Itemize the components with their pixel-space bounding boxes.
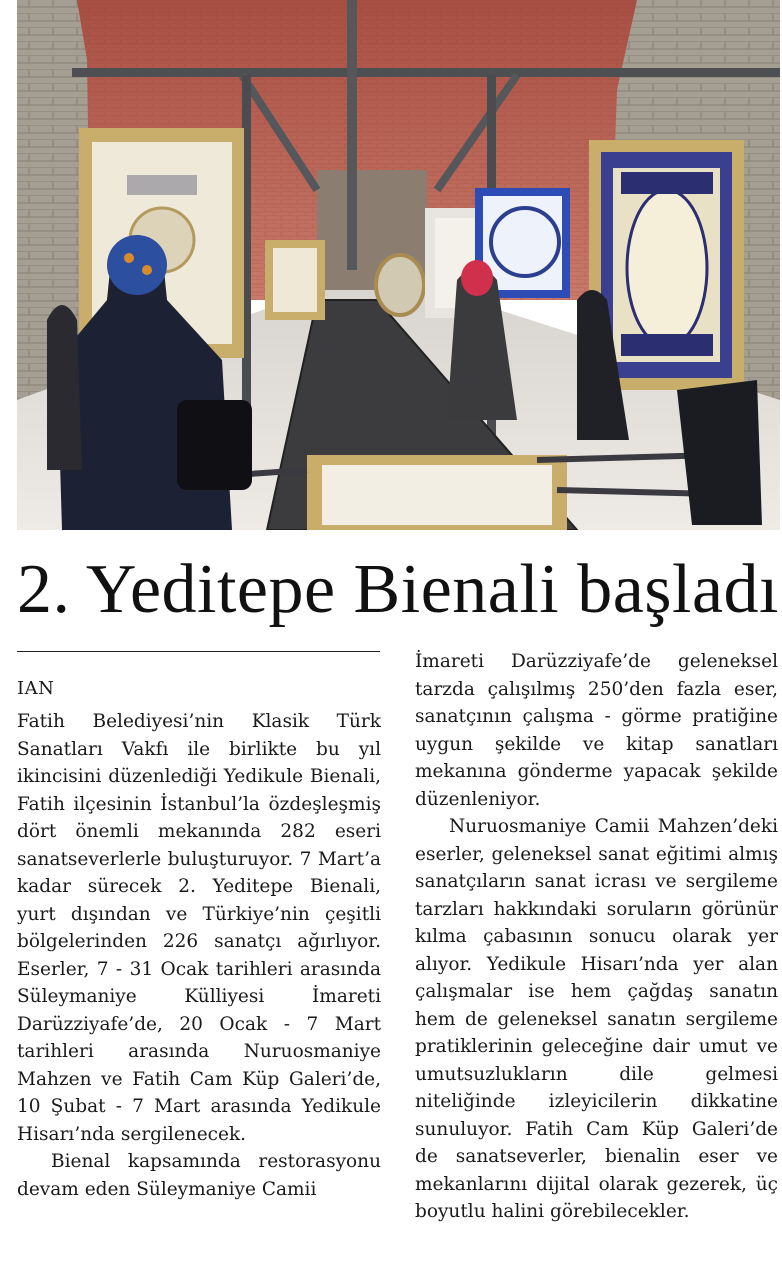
byline: IAN <box>17 678 55 699</box>
article-column-1 <box>17 708 381 1203</box>
paragraph: Nuruosmaniye Camii Mahzen’deki eserler, geleneksel sanat eğitimi almış sanatçıların sanat icrası ve sergileme tarzları hakkındaki soruların görünür kılma çabasının sonucu olarak yer alıyor. Yedikule Hisarı’nda yer alan çalışmalar ise hem çağdaş sanatın hem de geleneksel sanatın sergileme pratiklerinin geleceğine dair umut ve umutsuzlukların dile gelmesi niteliğinde izleyicilerin dikkatine sunuluyor. Fatih Cam Küp Galeri’de de sanatseverler, bienalin eser ve mekanlarını dijital olarak gezerek, üç boyutlu halini görebilecekler. <box>415 816 778 1222</box>
paragraph: Fatih Belediyesi’nin Klasik Türk Sanatları Vakfı ile birlikte bu yıl ikincisini düzenlediği Yedikule Bienali, Fatih ilçesinin İstanbul’la özdeşleşmiş dört önemli mekanında 282 eseri sanatseverlerle buluşturuyor. 7 Mart’a kadar sürecek 2. Yeditepe Bienali, yurt dışından ve Türkiye’nin çeşitli bölgelerinden 226 sanatçı ağırlıyor. Eserler, 7 - 31 Ocak tarihleri arasında Süleymaniye Külliyesi İmareti Darüzziyafe’de, 20 Ocak - 7 Mart tarihleri arasında Nuruosmaniye Mahzen ve Fatih Cam Küp Galeri’de, 10 Şubat - 7 Mart arasında Yedikule Hisarı’nda sergilenecek. <box>17 711 381 1145</box>
article-column-2 <box>415 648 778 1226</box>
divider <box>17 651 380 652</box>
exhibition-photo <box>17 0 780 530</box>
headline: 2. Yeditepe Bienali başladı <box>17 551 780 628</box>
paragraph: İmareti Darüzziyafe’de geleneksel tarzda çalışılmış 250’den fazla eser, sanatçının çalışma - görme pratiğine uygun şekilde ve kitap sanatları mekanına gönderme yapacak şekilde düzenleniyor. <box>415 651 778 810</box>
paragraph: Bienal kapsamında restorasyonu devam eden Süleymaniye Camii <box>17 1151 381 1200</box>
